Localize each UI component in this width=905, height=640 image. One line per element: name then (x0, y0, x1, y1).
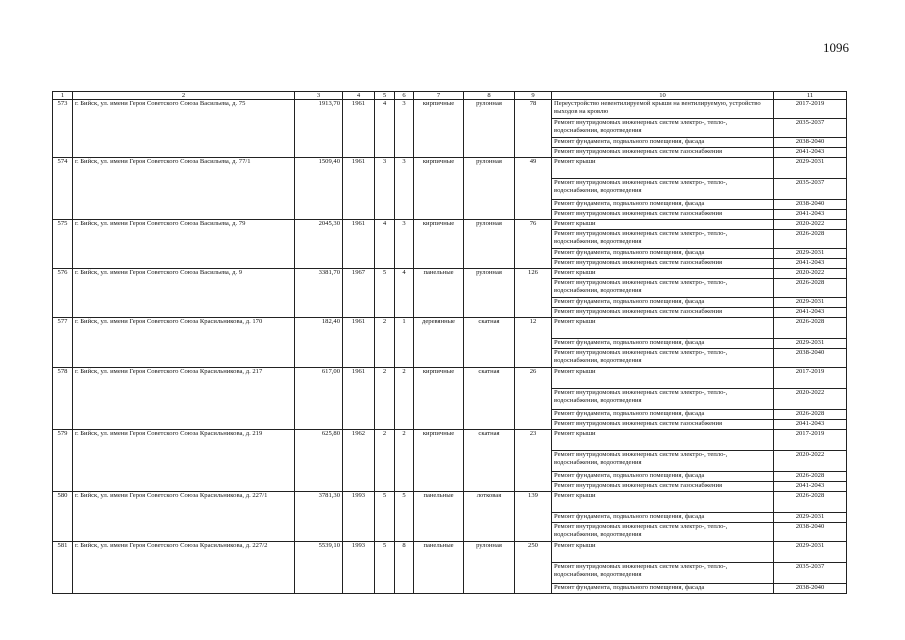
floor-count: 5 (375, 542, 395, 594)
total-area: 1913,70 (295, 100, 343, 158)
wall-material: деревянные (414, 318, 464, 368)
table-row (53, 220, 847, 230)
floor-count: 5 (375, 269, 395, 318)
work-period: 2035-2037 (774, 179, 847, 200)
house-address: г. Бийск, ул. имени Героя Советского Союза Красильникова, д. 227/2 (73, 542, 295, 594)
apartment-count: 76 (515, 220, 552, 269)
floor-count: 2 (375, 318, 395, 368)
wall-material: кирпичные (414, 100, 464, 158)
apartment-count: 250 (515, 542, 552, 594)
work-type: Ремонт крыши (552, 318, 774, 339)
entrance-count: 3 (395, 158, 414, 220)
work-period: 2029-2031 (774, 298, 847, 308)
work-period: 2035-2037 (774, 119, 847, 138)
work-type: Ремонт внутридомовых инженерных систем газоснабжения (552, 482, 774, 492)
record-number: 573 (53, 100, 73, 158)
floor-count: 2 (375, 430, 395, 492)
floor-count: 2 (375, 368, 395, 430)
total-area: 2045,30 (295, 220, 343, 269)
wall-material: панельные (414, 269, 464, 318)
work-type: Ремонт внутридомовых инженерных систем электро-, тепло-, водоснабжения, водоотведения (552, 279, 774, 298)
record-number: 576 (53, 269, 73, 318)
work-period: 2041-2043 (774, 420, 847, 430)
column-number: 6 (395, 92, 414, 100)
apartment-count: 139 (515, 492, 552, 542)
total-area: 3381,70 (295, 269, 343, 318)
work-type: Ремонт фундамента, подвального помещения, фасада (552, 298, 774, 308)
work-period: 2029-2031 (774, 158, 847, 179)
work-type: Ремонт крыши (552, 368, 774, 389)
floor-count: 5 (375, 492, 395, 542)
floor-count: 4 (375, 100, 395, 158)
entrance-count: 3 (395, 100, 414, 158)
roof-type: рулонная (464, 269, 515, 318)
work-type: Ремонт фундамента, подвального помещения, фасада (552, 200, 774, 210)
work-period: 2041-2043 (774, 148, 847, 158)
build-year: 1993 (343, 492, 375, 542)
work-period: 2026-2028 (774, 472, 847, 482)
work-type: Ремонт фундамента, подвального помещения, фасада (552, 339, 774, 349)
work-type: Ремонт крыши (552, 158, 774, 179)
table-row (53, 100, 847, 119)
work-period: 2041-2043 (774, 210, 847, 220)
wall-material: кирпичные (414, 220, 464, 269)
work-type: Ремонт фундамента, подвального помещения, фасада (552, 249, 774, 259)
table-row (53, 368, 847, 389)
column-number: 7 (414, 92, 464, 100)
work-period: 2029-2031 (774, 542, 847, 563)
work-type: Ремонт внутридомовых инженерных систем газоснабжения (552, 148, 774, 158)
work-period: 2020-2022 (774, 389, 847, 410)
table-row (53, 542, 847, 563)
work-type: Ремонт внутридомовых инженерных систем газоснабжения (552, 420, 774, 430)
work-type: Ремонт внутридомовых инженерных систем газоснабжения (552, 308, 774, 318)
work-type: Ремонт крыши (552, 269, 774, 279)
work-period: 2041-2043 (774, 482, 847, 492)
table-row (53, 318, 847, 339)
total-area: 625,80 (295, 430, 343, 492)
entrance-count: 1 (395, 318, 414, 368)
roof-type: рулонная (464, 158, 515, 220)
house-address: г. Бийск, ул. имени Героя Советского Союза Васильева, д. 9 (73, 269, 295, 318)
column-number-row (53, 92, 847, 100)
record-number: 578 (53, 368, 73, 430)
wall-material: панельные (414, 542, 464, 594)
total-area: 1509,40 (295, 158, 343, 220)
work-period: 2038-2040 (774, 349, 847, 368)
work-type: Ремонт внутридомовых инженерных систем электро-, тепло-, водоснабжения, водоотведения (552, 389, 774, 410)
work-type: Ремонт крыши (552, 220, 774, 230)
table-row (53, 430, 847, 451)
work-type: Ремонт внутридомовых инженерных систем электро-, тепло-, водоснабжения, водоотведения (552, 451, 774, 472)
column-number: 9 (515, 92, 552, 100)
work-type: Ремонт внутридомовых инженерных систем электро-, тепло-, водоснабжения, водоотведения (552, 230, 774, 249)
total-area: 5539,10 (295, 542, 343, 594)
build-year: 1961 (343, 368, 375, 430)
entrance-count: 4 (395, 269, 414, 318)
work-type: Ремонт внутридомовых инженерных систем электро-, тепло-, водоснабжения, водоотведения (552, 523, 774, 542)
work-period: 2038-2040 (774, 523, 847, 542)
build-year: 1961 (343, 220, 375, 269)
column-number: 3 (295, 92, 343, 100)
entrance-count: 2 (395, 430, 414, 492)
work-type: Ремонт фундамента, подвального помещения, фасада (552, 513, 774, 523)
work-period: 2029-2031 (774, 339, 847, 349)
table-row (53, 492, 847, 513)
apartment-count: 49 (515, 158, 552, 220)
work-type: Ремонт фундамента, подвального помещения, фасада (552, 472, 774, 482)
build-year: 1961 (343, 318, 375, 368)
column-number: 1 (53, 92, 73, 100)
work-period: 2038-2040 (774, 138, 847, 148)
house-address: г. Бийск, ул. имени Героя Советского Союза Васильева, д. 77/1 (73, 158, 295, 220)
record-number: 575 (53, 220, 73, 269)
build-year: 1962 (343, 430, 375, 492)
roof-type: рулонная (464, 220, 515, 269)
total-area: 3781,30 (295, 492, 343, 542)
column-number: 2 (73, 92, 295, 100)
floor-count: 3 (375, 158, 395, 220)
house-address: г. Бийск, ул. имени Героя Советского Союза Красильникова, д. 219 (73, 430, 295, 492)
work-period: 2017-2019 (774, 430, 847, 451)
apartment-count: 12 (515, 318, 552, 368)
build-year: 1961 (343, 100, 375, 158)
entrance-count: 5 (395, 492, 414, 542)
roof-type: рулонная (464, 542, 515, 594)
work-period: 2017-2019 (774, 100, 847, 119)
build-year: 1961 (343, 158, 375, 220)
work-type: Ремонт фундамента, подвального помещения, фасада (552, 584, 774, 594)
work-type: Переустройство невентилируемой крыши на вентилируемую, устройство выходов на кровлю (552, 100, 774, 119)
page-number: 1096 (823, 40, 849, 55)
house-address: г. Бийск, ул. имени Героя Советского Союза Красильникова, д. 217 (73, 368, 295, 430)
work-type: Ремонт крыши (552, 430, 774, 451)
work-type: Ремонт фундамента, подвального помещения, фасада (552, 138, 774, 148)
column-number: 10 (552, 92, 774, 100)
work-type: Ремонт фундамента, подвального помещения, фасада (552, 410, 774, 420)
column-number: 5 (375, 92, 395, 100)
floor-count: 4 (375, 220, 395, 269)
roof-type: лотковая (464, 492, 515, 542)
house-address: г. Бийск, ул. имени Героя Советского Союза Васильева, д. 75 (73, 100, 295, 158)
work-period: 2020-2022 (774, 451, 847, 472)
work-period: 2035-2037 (774, 563, 847, 584)
work-period: 2041-2043 (774, 308, 847, 318)
house-address: г. Бийск, ул. имени Героя Советского Союза Красильникова, д. 170 (73, 318, 295, 368)
work-period: 2020-2022 (774, 269, 847, 279)
table-row (53, 158, 847, 179)
record-number: 574 (53, 158, 73, 220)
wall-material: кирпичные (414, 158, 464, 220)
work-type: Ремонт крыши (552, 542, 774, 563)
entrance-count: 2 (395, 368, 414, 430)
wall-material: кирпичные (414, 430, 464, 492)
apartment-count: 26 (515, 368, 552, 430)
wall-material: панельные (414, 492, 464, 542)
total-area: 617,00 (295, 368, 343, 430)
roof-type: скатная (464, 368, 515, 430)
work-type: Ремонт внутридомовых инженерных систем газоснабжения (552, 259, 774, 269)
roof-type: рулонная (464, 100, 515, 158)
work-period: 2026-2028 (774, 492, 847, 513)
column-number: 11 (774, 92, 847, 100)
work-type: Ремонт крыши (552, 492, 774, 513)
table-row (53, 269, 847, 279)
work-period: 2029-2031 (774, 249, 847, 259)
build-year: 1993 (343, 542, 375, 594)
work-period: 2020-2022 (774, 220, 847, 230)
total-area: 182,40 (295, 318, 343, 368)
work-type: Ремонт внутридомовых инженерных систем электро-, тепло-, водоснабжения, водоотведения (552, 179, 774, 200)
apartment-count: 126 (515, 269, 552, 318)
work-period: 2038-2040 (774, 584, 847, 594)
wall-material: кирпичные (414, 368, 464, 430)
entrance-count: 8 (395, 542, 414, 594)
column-number: 8 (464, 92, 515, 100)
work-type: Ремонт внутридомовых инженерных систем электро-, тепло-, водоснабжения, водоотведения (552, 563, 774, 584)
apartment-count: 23 (515, 430, 552, 492)
work-period: 2038-2040 (774, 200, 847, 210)
work-period: 2026-2028 (774, 410, 847, 420)
column-number: 4 (343, 92, 375, 100)
build-year: 1967 (343, 269, 375, 318)
work-period: 2029-2031 (774, 513, 847, 523)
house-address: г. Бийск, ул. имени Героя Советского Союза Красильникова, д. 227/1 (73, 492, 295, 542)
record-number: 579 (53, 430, 73, 492)
work-period: 2026-2028 (774, 230, 847, 249)
work-period: 2026-2028 (774, 279, 847, 298)
repair-schedule-table (52, 91, 847, 594)
house-address: г. Бийск, ул. имени Героя Советского Союза Васильева, д. 79 (73, 220, 295, 269)
record-number: 581 (53, 542, 73, 594)
apartment-count: 78 (515, 100, 552, 158)
work-period: 2026-2028 (774, 318, 847, 339)
work-period: 2041-2043 (774, 259, 847, 269)
record-number: 577 (53, 318, 73, 368)
work-type: Ремонт внутридомовых инженерных систем электро-, тепло-, водоснабжения, водоотведения (552, 119, 774, 138)
record-number: 580 (53, 492, 73, 542)
work-type: Ремонт внутридомовых инженерных систем электро-, тепло-, водоснабжения, водоотведения (552, 349, 774, 368)
work-type: Ремонт внутридомовых инженерных систем газоснабжения (552, 210, 774, 220)
roof-type: скатная (464, 318, 515, 368)
roof-type: скатная (464, 430, 515, 492)
work-period: 2017-2019 (774, 368, 847, 389)
entrance-count: 3 (395, 220, 414, 269)
